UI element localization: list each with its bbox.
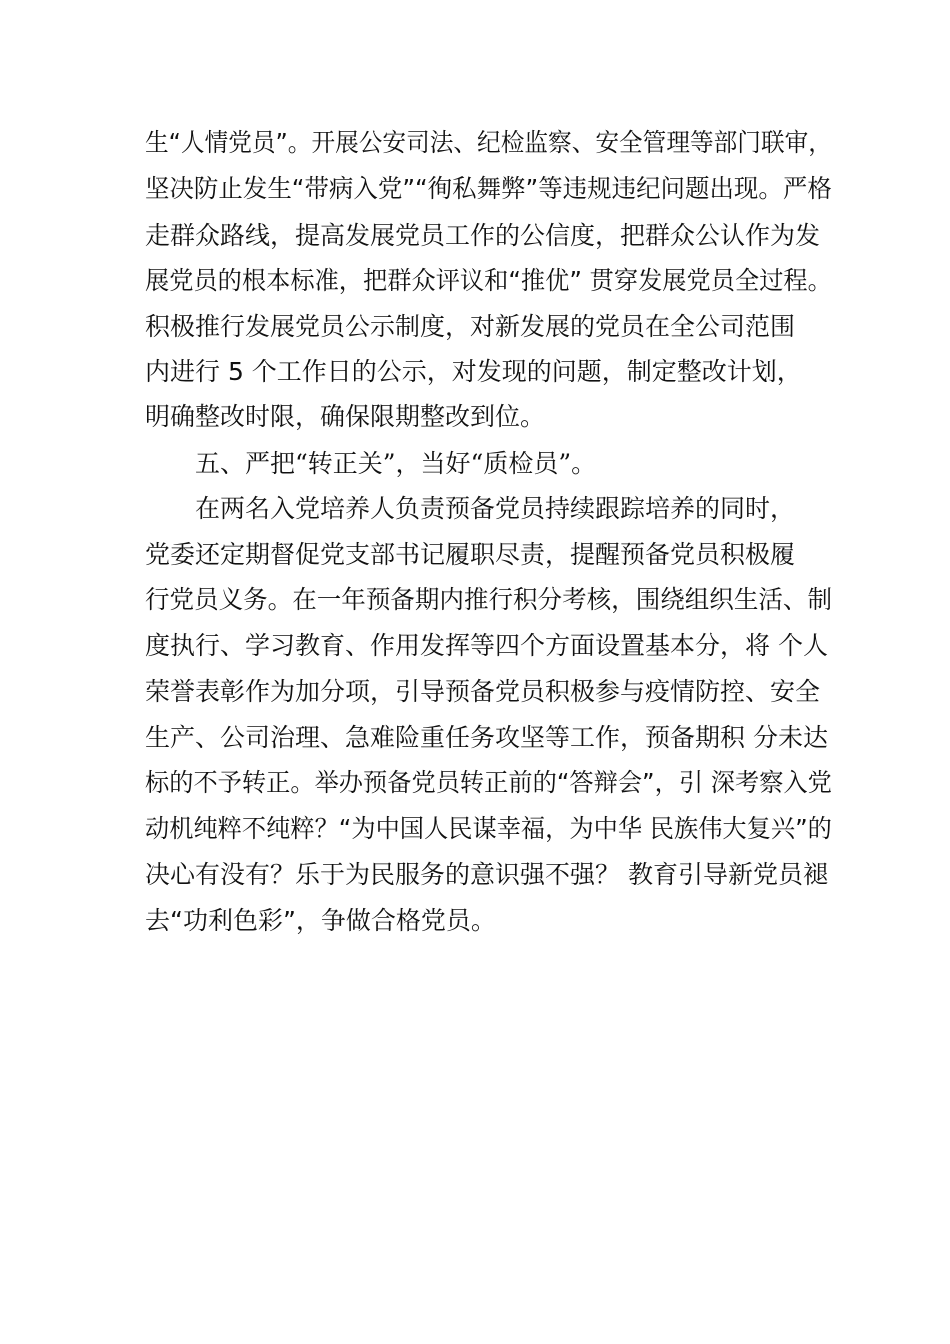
section-heading: 五、严把“转正关”，当好“质检员”。 [195,449,597,478]
text-line: 内进行 5 个工作日的公示，对发现的问题，制定整改计划， [145,357,802,386]
text-line: 展党员的根本标准，把群众评议和“推优” 贯穿发展党员全过程。 [145,266,832,295]
text-line: 在两名入党培养人负责预备党员持续跟踪培养的同时， [195,494,796,523]
text-line: 生产、公司治理、急难险重任务攻坚等工作，预备期积 分未达 [145,723,828,752]
text-line: 荣誉表彰作为加分项，引导预备党员积极参与疫情防控、安全 [145,677,821,706]
text-line: 决心有没有？乐于为民服务的意识强不强？ 教育引导新党员褪 [145,860,828,889]
text-line: 积极推行发展党员公示制度，对新发展的党员在全公司范围 [145,312,796,341]
text-line: 党委还定期督促党支部书记履职尽责，提醒预备党员积极履 [145,540,796,569]
text-line: 坚决防止发生“带病入党”“徇私舞弊”等违规违纪问题出现。严格 [145,174,832,203]
text-line: 行党员义务。在一年预备期内推行积分考核，围绕组织生活、制 [145,585,832,614]
text-line: 去“功利色彩”，争做合格党员。 [145,906,496,935]
text-line: 标的不予转正。举办预备党员转正前的“答辩会”，引 深考察入党 [145,768,832,797]
text-line: 度执行、学习教育、作用发挥等四个方面设置基本分，将 个人 [145,631,828,660]
text-line: 走群众路线，提高发展党员工作的公信度，把群众公认作为发 [145,221,821,250]
text-line: 明确整改时限，确保限期整改到位。 [145,402,546,431]
text-line: 动机纯粹不纯粹？“为中国人民谋幸福，为中华 民族伟大复兴”的 [145,814,832,843]
text-line: 生“人情党员”。开展公安司法、纪检监察、安全管理等部门联审， [145,128,832,157]
